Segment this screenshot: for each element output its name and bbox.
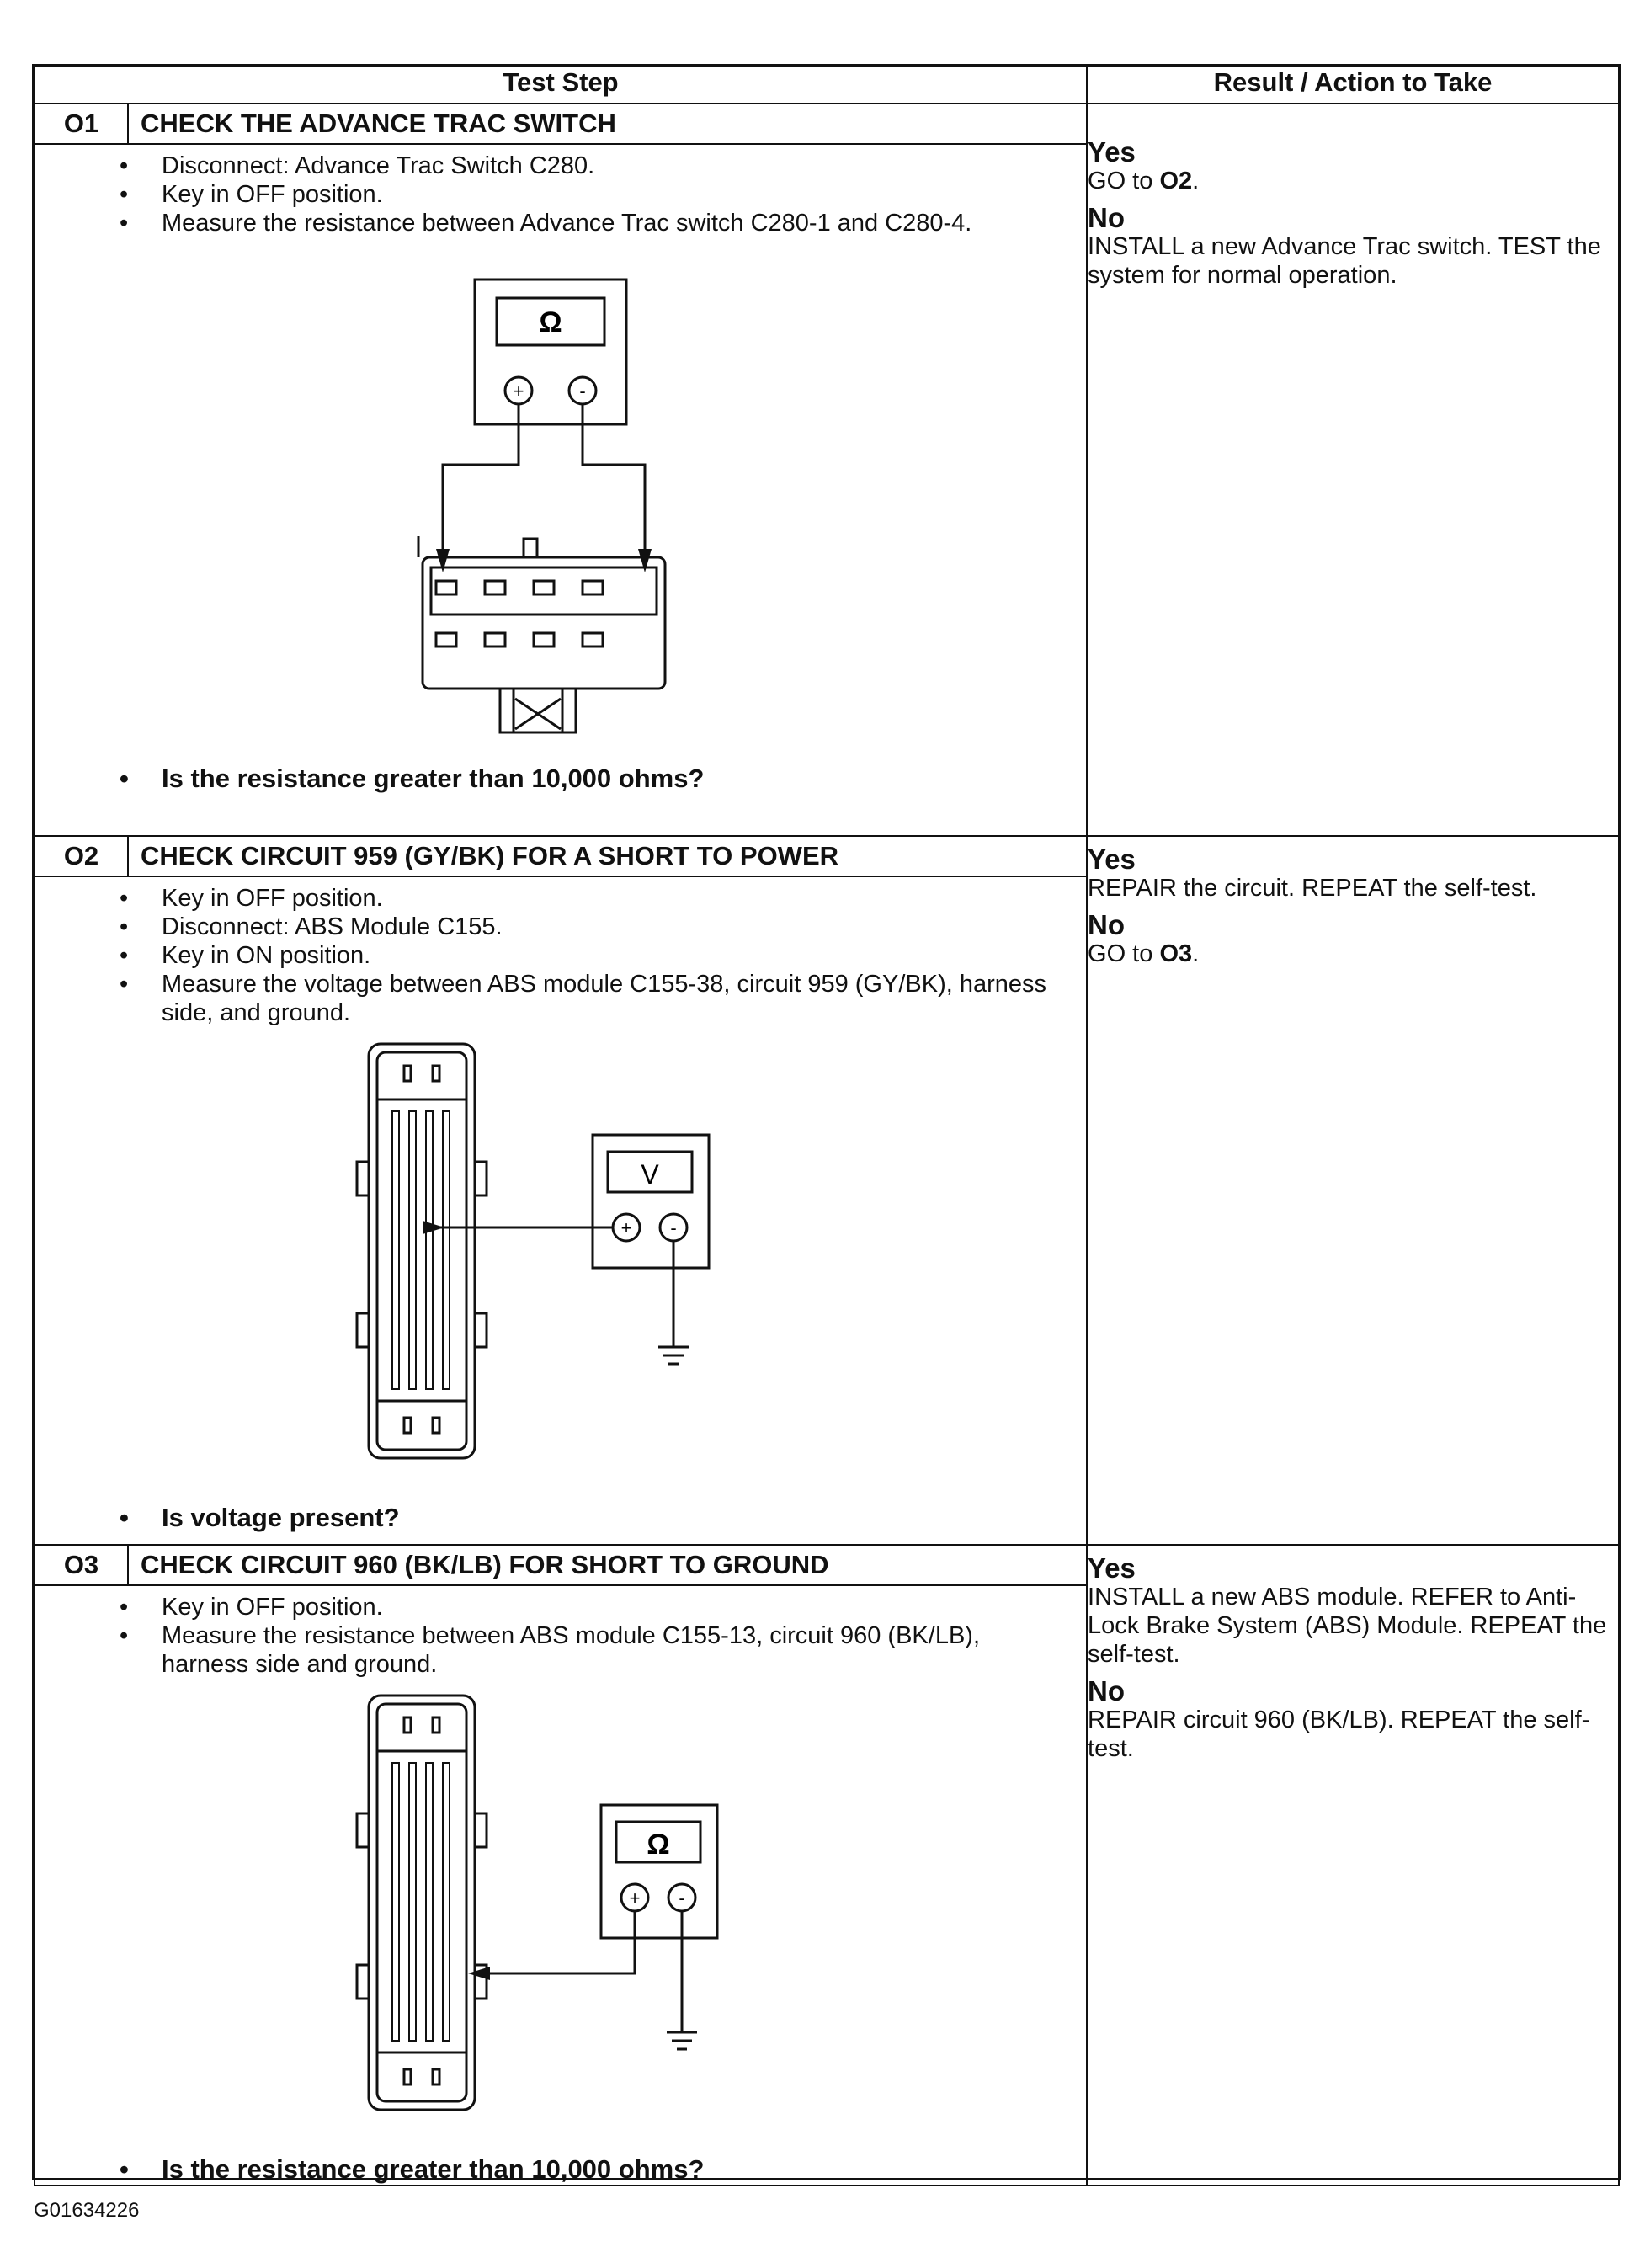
yes-label: Yes [1088,1552,1136,1584]
no-label: No [1088,202,1126,233]
step-number: O3 [35,1545,128,1585]
instruction-item: • Key in ON position. [162,941,1061,970]
meter-symbol: Ω [647,1829,670,1861]
figure-code: G01634226 [34,2199,140,2222]
step-title: CHECK THE ADVANCE TRAC SWITCH [128,104,1087,144]
meter-minus-label: - [670,1217,677,1238]
step-question: • Is voltage present? [35,1503,1086,1533]
step-body [35,1585,1087,2185]
header-result: Result / Action to Take [1087,67,1619,104]
instruction-item: • Disconnect: ABS Module C155. [162,913,1061,941]
instruction-list [35,1593,1086,1679]
step-title: CHECK CIRCUIT 960 (BK/LB) FOR SHORT TO GROUND [128,1545,1087,1585]
connector-c280-icon [423,557,665,689]
meter-minus-label: - [679,1887,685,1909]
meter-symbol: Ω [539,306,562,338]
instruction-item: • Key in OFF position. [162,1593,1061,1621]
switch-resistance-diagram [35,237,1086,759]
instruction-item: • Measure the voltage between ABS module C155-38, circuit 959 (GY/BK), harness side, and ground. [162,970,1061,1027]
no-action: REPAIR circuit 960 (BK/LB). REPEAT the self-test. [1088,1706,1590,1762]
meter-minus-label: - [579,381,586,402]
header-test-step: Test Step [35,67,1087,104]
no-action: GO to O3. [1088,940,1200,967]
abs-module-connector-icon [357,1696,717,2110]
step-question: • Is the resistance greater than 10,000 ohms? [35,2154,1086,2185]
abs-module-connector-icon [357,1044,709,1458]
meter-plus-label: + [513,381,524,402]
step-number: O2 [35,836,128,876]
voltage-test-diagram [35,1027,1086,1499]
yes-label: Yes [1088,136,1136,168]
result-cell [1087,1545,1619,2185]
no-label: No [1088,1675,1126,1706]
step-body [35,876,1087,1545]
instruction-list [35,152,1086,237]
meter-plus-label: + [629,1887,641,1909]
instruction-item: • Measure the resistance between Advance Trac switch C280-1 and C280-4. [162,209,1061,237]
diagnostic-table [32,64,1621,2184]
yes-action: GO to O2. [1088,168,1200,194]
no-action: INSTALL a new Advance Trac switch. TEST the system for normal operation. [1088,233,1601,289]
instruction-item: • Key in OFF position. [162,884,1061,913]
instruction-item: • Key in OFF position. [162,180,1061,209]
yes-label: Yes [1088,844,1136,875]
resistance-to-ground-diagram [35,1679,1086,2150]
test-step-table [34,66,1620,2186]
instruction-list [35,884,1086,1027]
no-label: No [1088,909,1126,940]
yes-action: INSTALL a new ABS module. REFER to Anti-Lock Brake System (ABS) Module. REPEAT the self-test. [1088,1584,1607,1668]
step-number: O1 [35,104,128,144]
step-title: CHECK CIRCUIT 959 (GY/BK) FOR A SHORT TO POWER [128,836,1087,876]
step-question: • Is the resistance greater than 10,000 ohms? [35,764,1086,794]
step-body [35,144,1087,836]
result-cell [1087,836,1619,1545]
meter-symbol: V [641,1159,659,1190]
instruction-item: • Measure the resistance between ABS module C155-13, circuit 960 (BK/LB), harness side and ground. [162,1621,1061,1679]
yes-action: REPAIR the circuit. REPEAT the self-test. [1088,875,1537,902]
instruction-item: • Disconnect: Advance Trac Switch C280. [162,152,1061,180]
meter-plus-label: + [620,1217,632,1238]
result-cell [1087,104,1619,836]
